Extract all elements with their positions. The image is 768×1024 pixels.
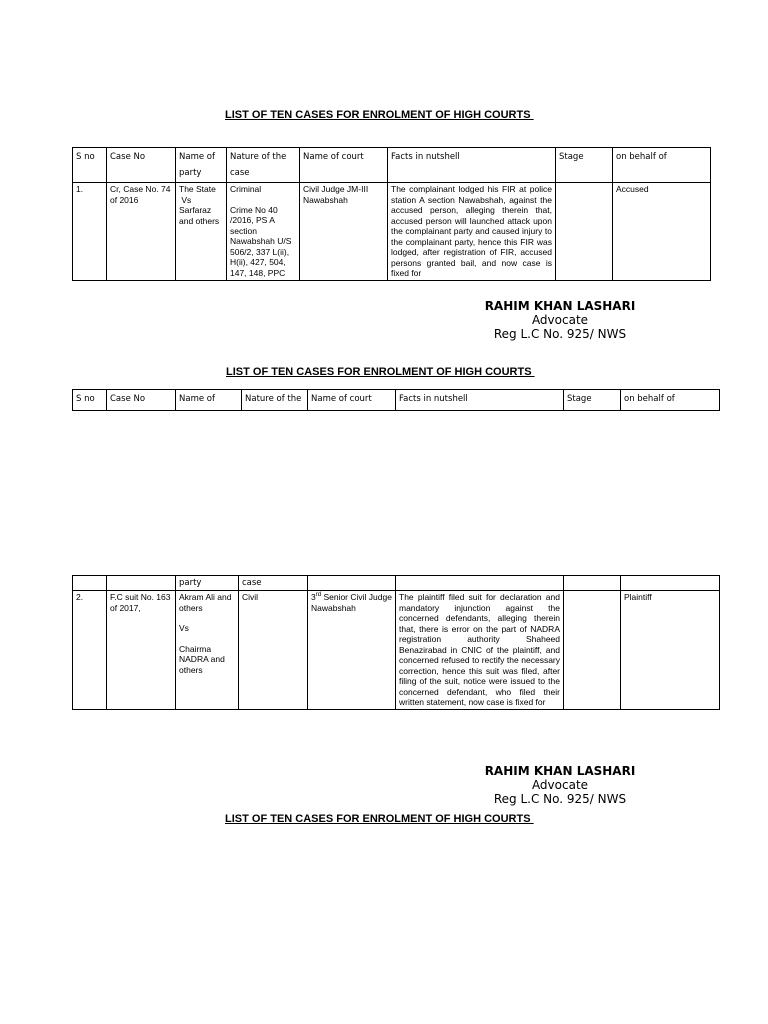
- cell-facts: The complainant lodged his FIR at police station A section Nawabshah, against the accused person, alleging therein that, accused person will launched attack upon the complainant party and caused injury to the complainant party, hence this FIR was lodged, after registration of FIR, accused persons granted bail, and now case is fixed for: [388, 183, 556, 281]
- header-sno: S no: [73, 390, 107, 411]
- table-row: [73, 183, 711, 281]
- cell-nature: Civil: [239, 591, 308, 710]
- cell-party: Akram Ali and others Vs Chairma NADRA and others: [176, 591, 239, 710]
- cell-party: The State Vs Sarfaraz and others: [176, 183, 227, 281]
- header-nature-of-case: Nature of the case: [227, 148, 300, 183]
- table-header-row: [73, 390, 720, 411]
- page-title: LIST OF TEN CASES FOR ENROLMENT OF HIGH COURTS: [225, 109, 534, 121]
- cell-stage: [564, 591, 621, 710]
- header-on-behalf: on behalf of: [621, 390, 720, 411]
- header-stage: Stage: [556, 148, 613, 183]
- cell-case-no: Cr, Case No. 74 of 2016: [107, 183, 176, 281]
- header-case-no: Case No: [107, 148, 176, 183]
- page-title: LIST OF TEN CASES FOR ENROLMENT OF HIGH COURTS: [226, 366, 535, 378]
- header-facts: Facts in nutshell: [388, 148, 556, 183]
- cases-table-1: [72, 147, 711, 281]
- cell-sno: 2.: [73, 591, 107, 710]
- table-header-row: [73, 148, 711, 183]
- header-name-of-court: Name of court: [308, 390, 396, 411]
- header-sno: S no: [73, 148, 107, 183]
- signature-reg: Reg L.C No. 925/ NWS: [493, 327, 627, 341]
- header-nature-of-case: Nature of the: [242, 390, 308, 411]
- cell-facts: The plaintiff filed suit for declaration and mandatory injunction against the concerned defendants, alleging therein that, there is error on the part of NADRA registration authority Shaheed Benazirabad in CNIC of the plaintiff, and concerned refused to rectify the necessary correction, hence this suit was filed, after filing of the suit, notice were issued to the concerned defendant, who filed their written statement, now case is fixed for: [396, 591, 564, 710]
- header-name-of-court: Name of court: [300, 148, 388, 183]
- header-name-of-party: Name of party: [176, 148, 227, 183]
- header-name-of-party: Name of: [176, 390, 242, 411]
- signature-block: [460, 764, 660, 806]
- header-facts: Facts in nutshell: [396, 390, 564, 411]
- page-title: LIST OF TEN CASES FOR ENROLMENT OF HIGH COURTS: [225, 813, 534, 825]
- header-on-behalf: on behalf of: [613, 148, 711, 183]
- cell-court: Civil Judge JM-III Nawabshah: [300, 183, 388, 281]
- signature-title: Advocate: [531, 778, 589, 792]
- cases-table-2-body: [72, 575, 720, 710]
- cell-court: 3rd Senior Civil Judge Nawabshah: [308, 591, 396, 710]
- header-case-no: Case No: [107, 390, 176, 411]
- cell-sno: 1.: [73, 183, 107, 281]
- header-stage: Stage: [564, 390, 621, 411]
- header-case: case: [239, 576, 308, 591]
- header-party: party: [176, 576, 239, 591]
- cell-stage: [556, 183, 613, 281]
- signature-block: [460, 299, 660, 341]
- signature-name: RAHIM KHAN LASHARI: [484, 764, 636, 778]
- table-header-continuation-row: [73, 576, 720, 591]
- table-row: [73, 591, 720, 710]
- cell-on-behalf: Accused: [613, 183, 711, 281]
- signature-reg: Reg L.C No. 925/ NWS: [493, 792, 627, 806]
- cell-on-behalf: Plaintiff: [621, 591, 720, 710]
- cell-nature: Criminal Crime No 40 /2016, PS A section Nawabshah U/S 506/2, 337 L(ii), H(ii), 427, 504, 147, 148, PPC: [227, 183, 300, 281]
- cell-case-no: F.C suit No. 163 of 2017,: [107, 591, 176, 710]
- cases-table-2-header: [72, 389, 720, 411]
- signature-name: RAHIM KHAN LASHARI: [484, 299, 636, 313]
- signature-title: Advocate: [531, 313, 589, 327]
